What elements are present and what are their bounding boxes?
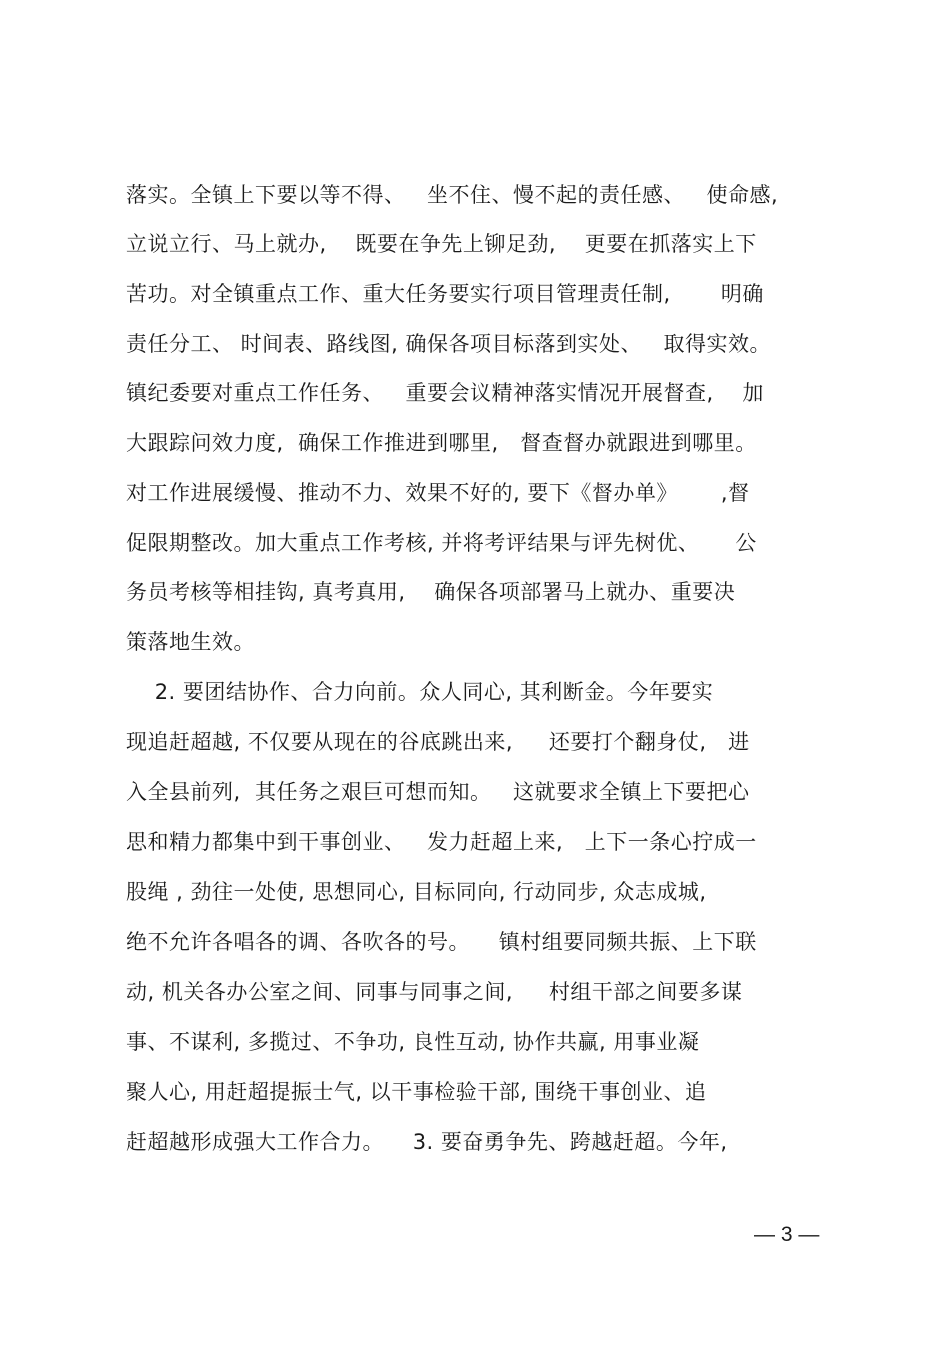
paragraph-line: 务员考核等相挂钩, 真考真用, 确保各项部署马上就办、重要决 [126,580,736,604]
page-number: — 3 — [754,1223,820,1246]
paragraph-line: 2. 要团结协作、合力向前。众人同心, 其利断金。今年要实 [126,680,714,704]
paragraph-line: 事、不谋利, 多揽过、不争功, 良性互动, 协作共赢, 用事业凝 [126,1030,700,1054]
paragraph-line: 股绳 , 劲往一处使, 思想同心, 目标同向, 行动同步, 众志成城, [126,880,707,904]
paragraph-line: 落实。全镇上下要以等不得、 坐不住、慢不起的责任感、 使命感, [126,183,779,207]
paragraph-line: 入全县前列, 其任务之艰巨可想而知。 这就要求全镇上下要把心 [126,780,750,804]
paragraph-line: 策落地生效。 [126,630,255,654]
paragraph-line: 苦功。对全镇重点工作、重大任务要实行项目管理责任制, 明确 [126,282,764,306]
paragraph-line: 促限期整改。加大重点工作考核, 并将考评结果与评先树优、 公 [126,531,757,555]
paragraph-line: 对工作进展缓慢、推动不力、效果不好的, 要下《督办单》 ,督 [126,481,750,505]
paragraph-line: 立说立行、马上就办, 既要在争先上铆足劲, 更要在抓落实上下 [126,232,757,256]
paragraph-line: 绝不允许各唱各的调、各吹各的号。 镇村组要同频共振、上下联 [126,930,757,954]
paragraph-line: 思和精力都集中到干事创业、 发力赶超上来, 上下一条心拧成一 [126,830,757,854]
paragraph-line: 动, 机关各办公室之间、同事与同事之间, 村组干部之间要多谋 [126,980,743,1004]
paragraph-line: 聚人心, 用赶超提振士气, 以干事检验干部, 围绕干事创业、追 [126,1080,707,1104]
paragraph-line: 镇纪委要对重点工作任务、 重要会议精神落实情况开展督查, 加 [126,381,764,405]
paragraph-line: 责任分工、 时间表、路线图, 确保各项目标落到实处、 取得实效。 [126,332,772,356]
paragraph-line: 现追赶超越, 不仅要从现在的谷底跳出来, 还要打个翻身仗, 进 [126,730,750,754]
paragraph-line: 赶超越形成强大工作合力。 3. 要奋勇争先、跨越赶超。今年, [126,1130,728,1154]
paragraph-line: 大跟踪问效力度, 确保工作推进到哪里, 督查督办就跟进到哪里。 [126,431,757,455]
